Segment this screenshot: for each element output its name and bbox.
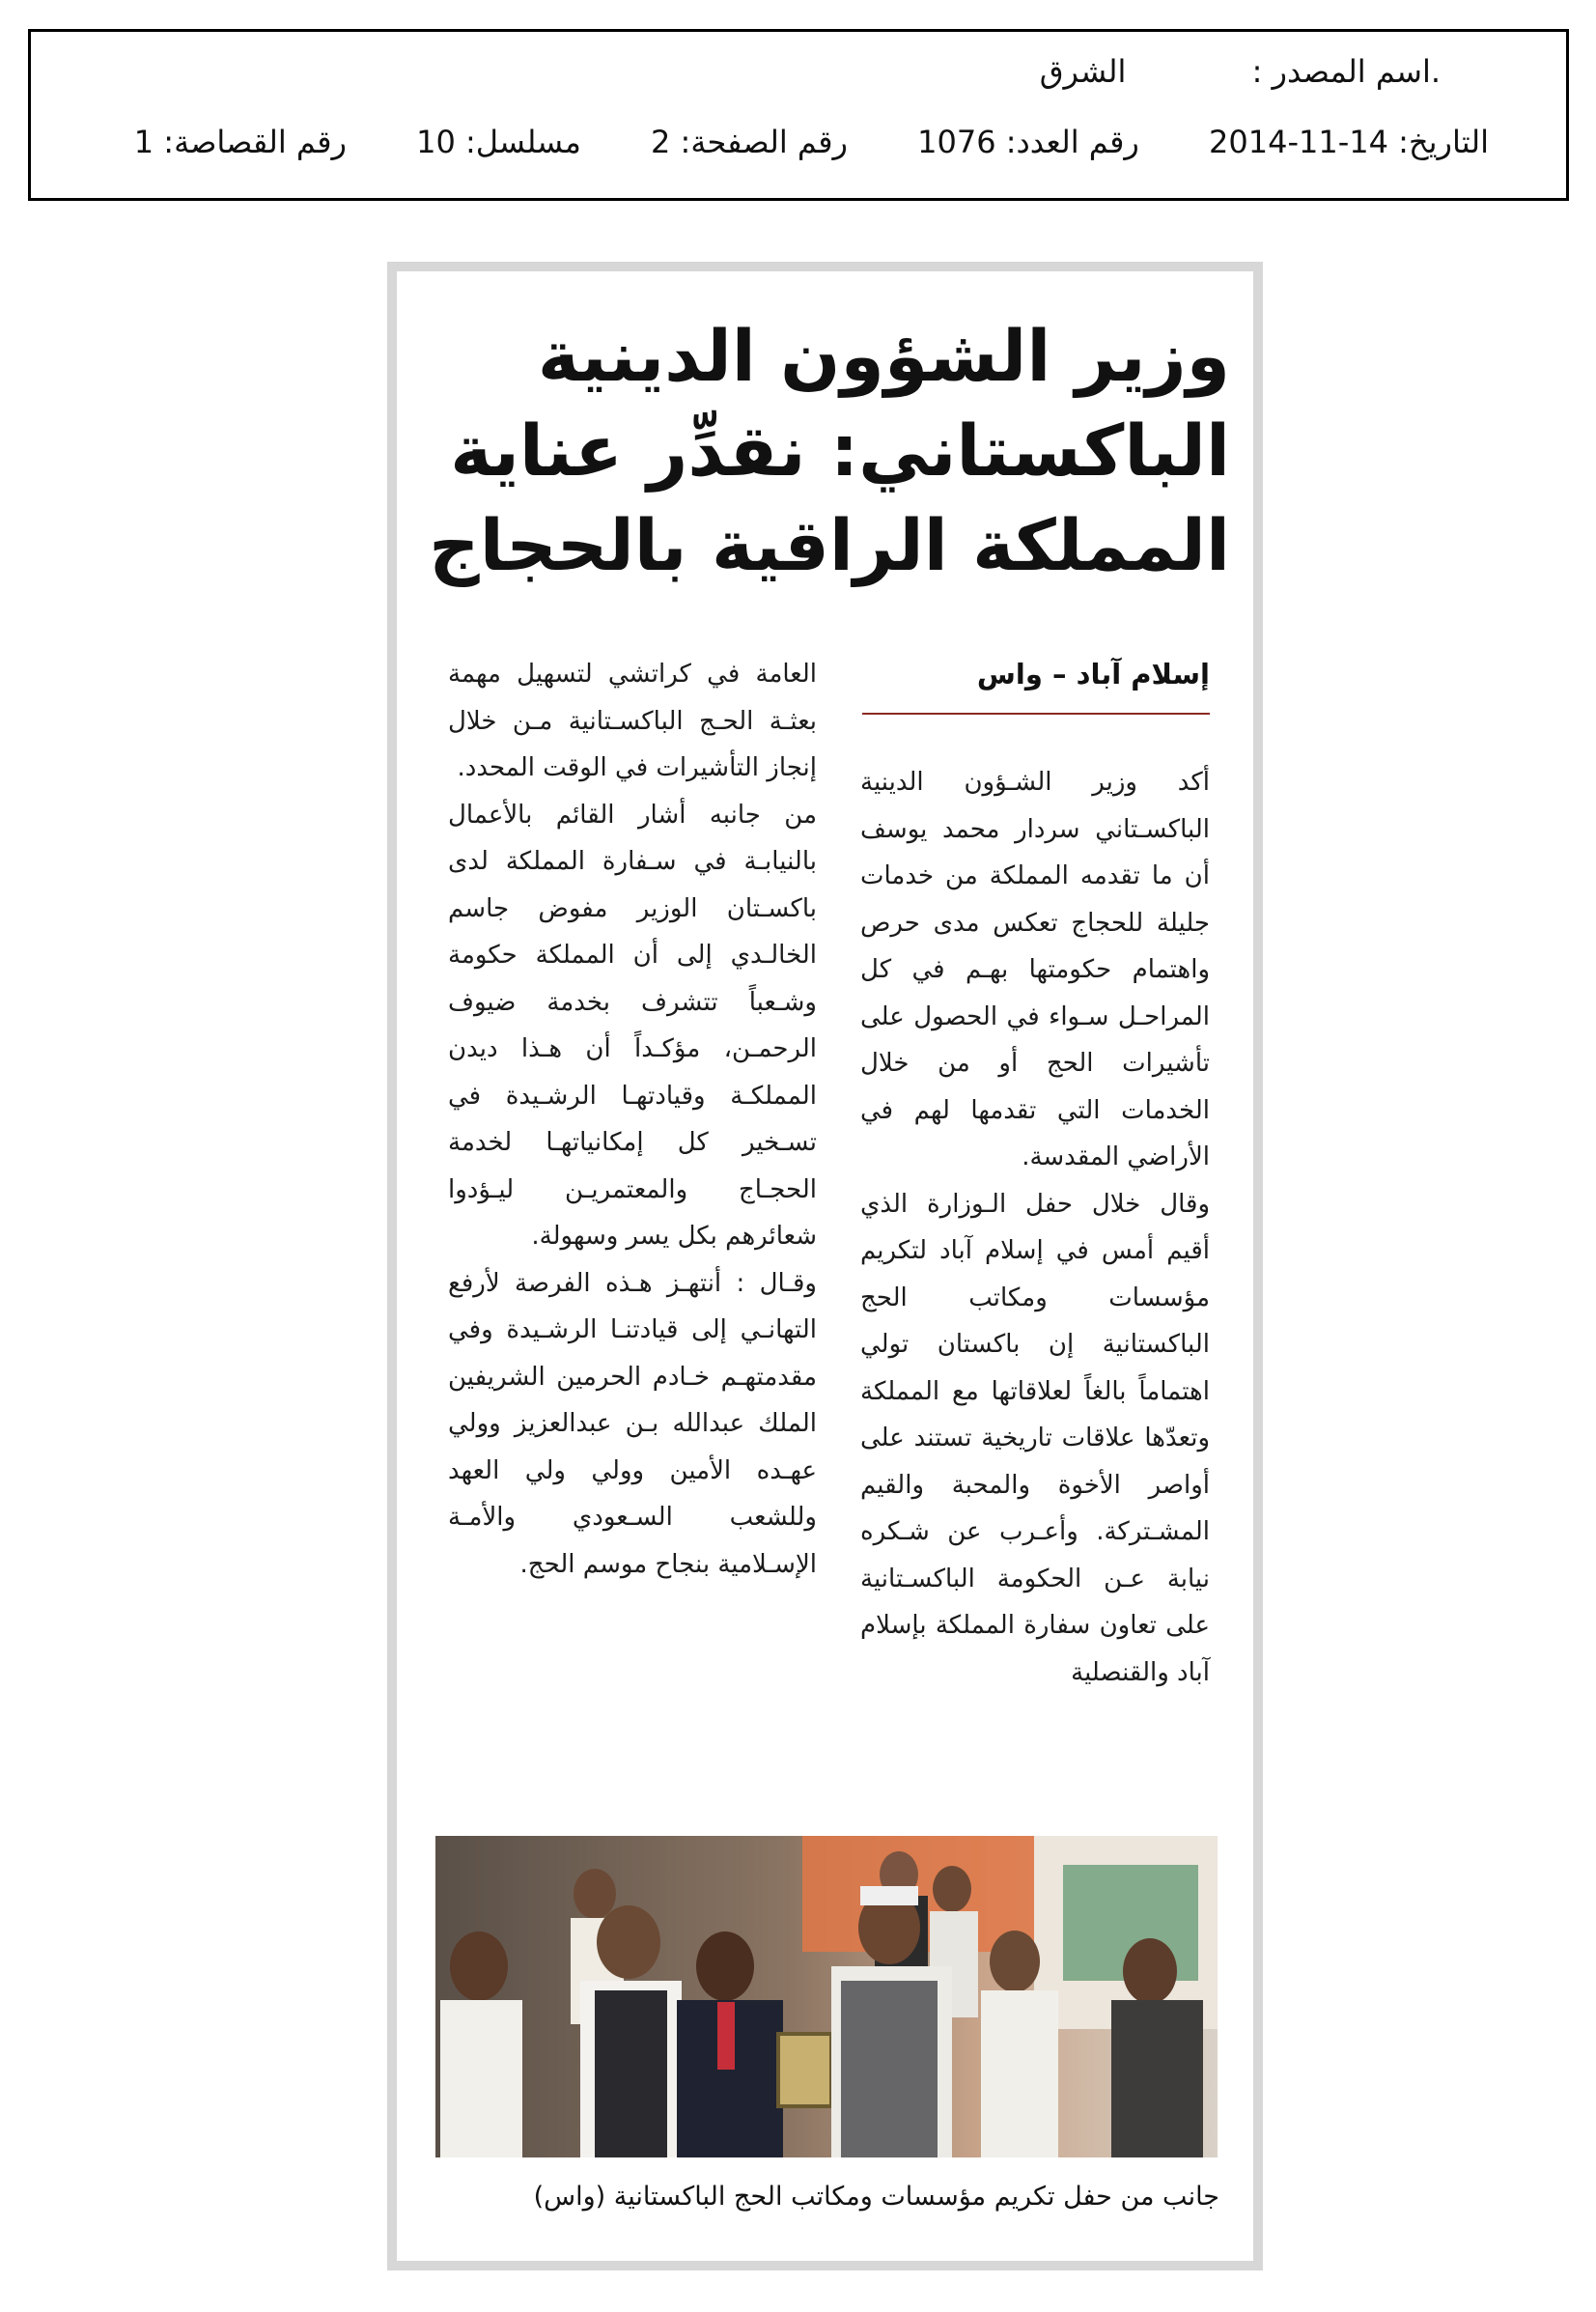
dateline-divider	[862, 713, 1210, 715]
paragraph: وقال خلال حفل الـوزارة الذي أقيم أمس في إسلام آباد لتكريم مؤسسات ومكاتب الحج الباكستانية إن باكستان تولي اهتماماً بالغاً لعلاقاتها مع المملكة وتعدّها علاقات تاريخية تستند على أواصر الأخوة والمحبة والقيم المشـتركة. وأعـرب عن شـكره نيابة عـن الحكومة الباكسـتانية على تعاون سفارة المملكة بإسلام آباد والقنصلية	[860, 1189, 1210, 1687]
article-headline	[429, 310, 1230, 594]
date-field	[1209, 124, 1489, 160]
issue-value: 1076	[917, 124, 996, 160]
clip-value: 1	[133, 124, 154, 160]
ceremony-photo	[435, 1836, 1218, 2157]
source-row	[1040, 53, 1441, 90]
paragraph: من جانبه أشار القائم بالأعمال بالنيابـة في سـفارة المملكة لدى باكسـتان الوزير مفوض جاسم الخالـدي إلى أن المملكة حكومة وشـعباً تتشرف بخدمة ضيوف الرحمـن، مؤكـداً أن هـذا ديدن المملكـة وقيادتهـا الرشـيدة في تسـخير كل إمكانياتهـا لخدمة الحجـاج والمعتمريـن ليـؤدوا شعائرهم بكل يسر وسهولة.	[448, 800, 817, 1251]
dateline: إسلام آباد – واس	[976, 658, 1210, 691]
date-value: 2014-11-14	[1209, 124, 1388, 160]
page-field	[651, 124, 848, 160]
clip-label: رقم القصاصة:	[163, 124, 347, 160]
page-label: رقم الصفحة:	[680, 124, 848, 160]
source-value: الشرق	[1039, 53, 1127, 90]
article-column-left	[448, 651, 817, 1588]
newspaper-article	[387, 262, 1263, 2270]
article-column-right	[860, 759, 1210, 1696]
paragraph: وقـال : أنتهـز هـذه الفرصة لأرفع التهانـي إلى قيادتنـا الرشـيدة وفي مقدمتهـم خـادم الحرمين الشريفين الملك عبدالله بـن عبدالعزيز وولي عهـده الأمين وولي ولي العهد وللشعب السـعودي والأمـة الإسـلامية بنجاح موسم الحج.	[448, 1268, 817, 1579]
paragraph: العامة في كراتشي لتسهيل مهمة بعثـة الحـج الباكسـتانية مـن خلال إنجاز التأشيرات في الوقت المحدد.	[448, 660, 817, 782]
headline-line-2: الباكستاني: نقدِّر عناية	[450, 410, 1230, 493]
clipping-metadata-box	[28, 29, 1569, 201]
serial-field	[416, 124, 581, 160]
details-row	[134, 124, 1489, 160]
serial-label: مسلسل:	[465, 124, 581, 160]
source-label: .اسم المصدر :	[1251, 53, 1441, 90]
headline-line-3: المملكة الراقية بالحجاج	[429, 505, 1230, 587]
ceremony-photo-illustration	[435, 1836, 1218, 2157]
paragraph: أكد وزير الشـؤون الدينية الباكسـتاني سردار محمد يوسف أن ما تقدمه المملكة من خدمات جليلة للحجاج تعكس مدى حرص واهتمام حكومتها بهـم في كل المراحـل سـواء في الحصول على تأشيرات الحج أو من خلال الخدمات التي تقدمها لهم في الأراضي المقدسة.	[860, 768, 1210, 1171]
issue-label: رقم العدد:	[1005, 124, 1139, 160]
headline-line-1: وزير الشؤون الدينية	[537, 316, 1230, 398]
serial-value: 10	[416, 124, 456, 160]
page-value: 2	[651, 124, 671, 160]
clip-field	[134, 124, 347, 160]
date-label: التاريخ:	[1398, 124, 1489, 160]
photo-caption: جانب من حفل تكريم مؤسسات ومكاتب الحج الباكستانية (واس)	[533, 2182, 1219, 2212]
issue-field	[917, 124, 1139, 160]
